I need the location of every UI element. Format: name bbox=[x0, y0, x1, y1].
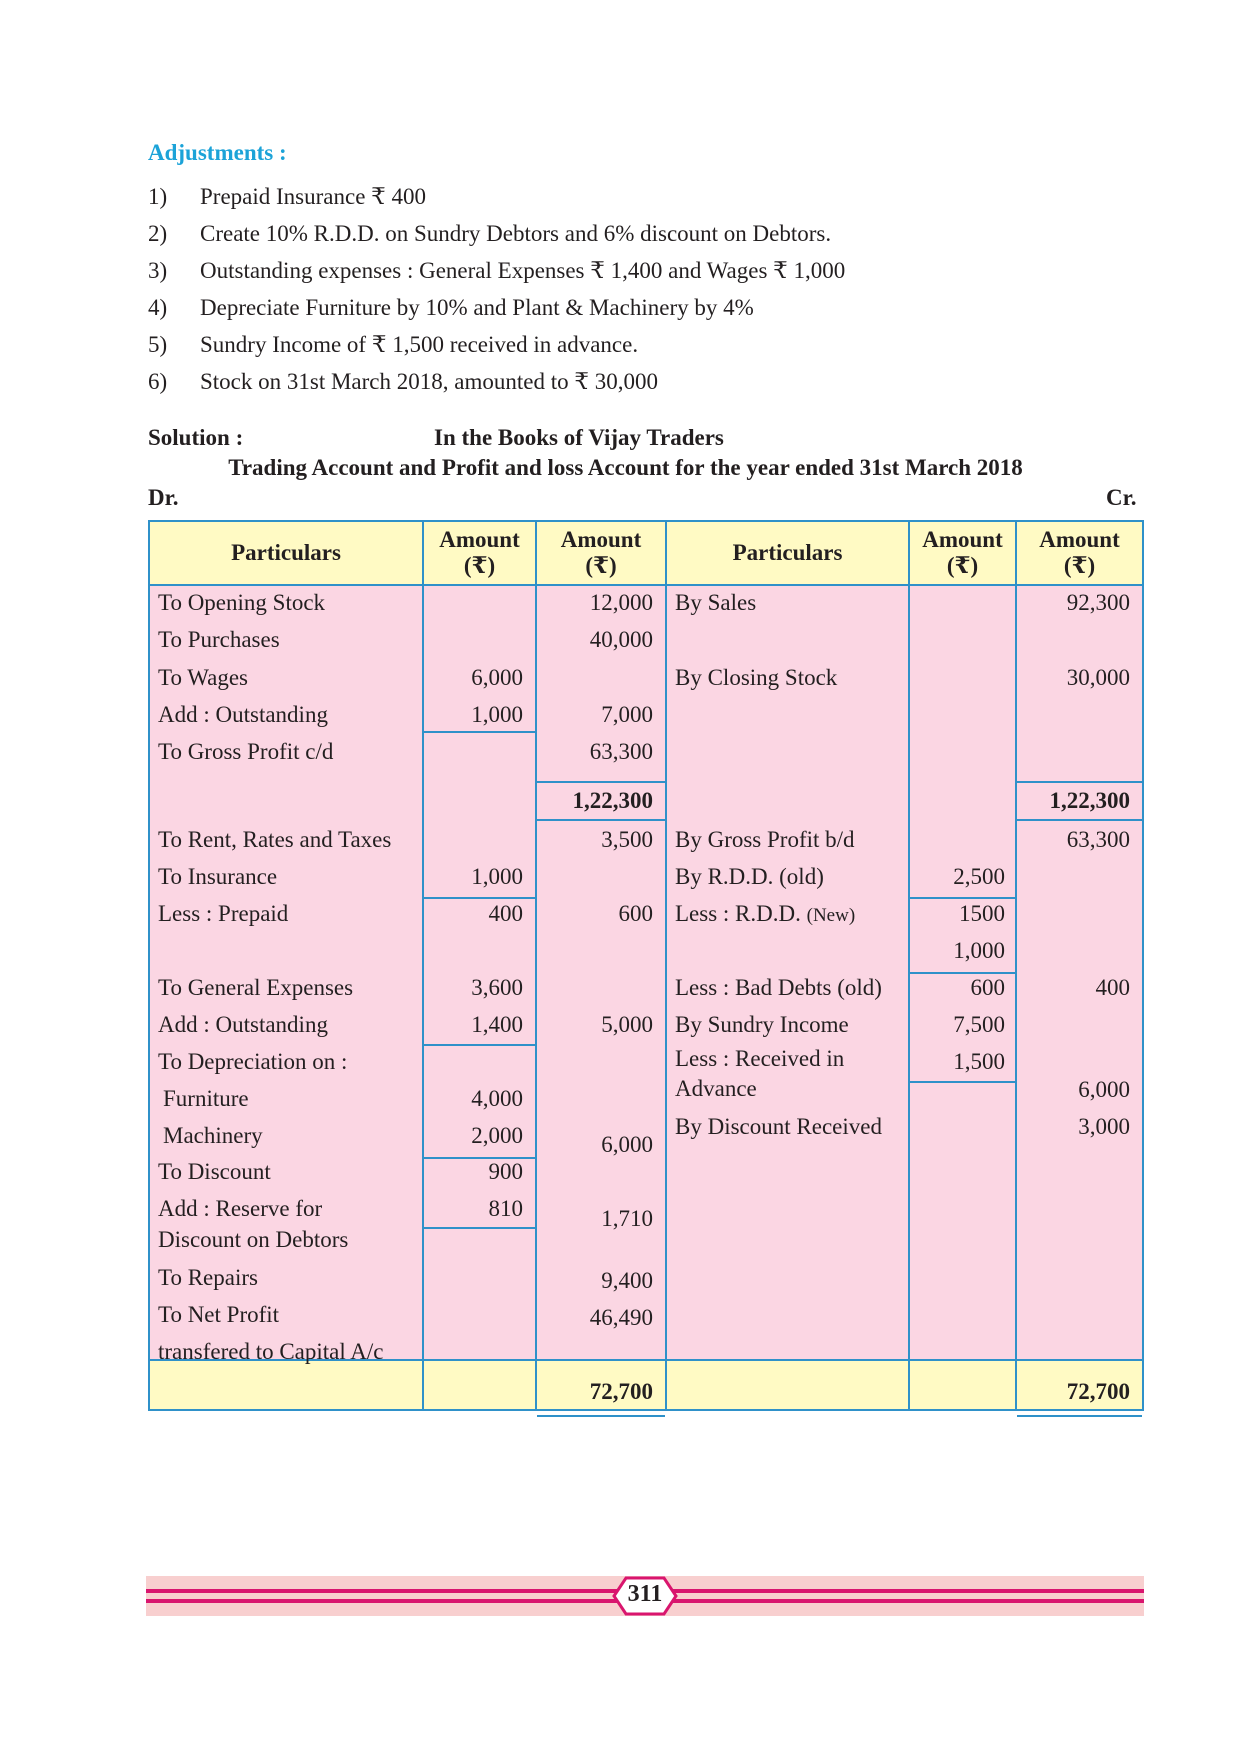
account-title: Trading Account and Profit and loss Account for the year ended 31st March 2018 bbox=[228, 455, 1023, 480]
debit-amount: 46,490 bbox=[589, 1305, 653, 1330]
debit-label: transfered to Capital A/c bbox=[158, 1339, 384, 1364]
debit-amount: 7,000 bbox=[601, 702, 653, 727]
debit-label: Less : Prepaid bbox=[158, 901, 289, 926]
debit-amount: 9,400 bbox=[601, 1268, 653, 1293]
credit-inner-amount: 1,500 bbox=[953, 1049, 1005, 1074]
solution-label: Solution : bbox=[148, 425, 244, 450]
header-rupee-label: (₹) bbox=[585, 553, 617, 578]
debit-label: Machinery bbox=[163, 1123, 263, 1148]
header-amount-label: Amount bbox=[922, 527, 1003, 552]
credit-inner-amount: 2,500 bbox=[953, 864, 1005, 889]
debit-label: Add : Reserve for bbox=[158, 1196, 323, 1221]
debit-amount: 6,000 bbox=[601, 1132, 653, 1157]
list-item bbox=[148, 363, 1048, 400]
debit-amount: 63,300 bbox=[589, 739, 653, 764]
debit-label: Add : Outstanding bbox=[158, 1012, 328, 1037]
subtotal-rule bbox=[424, 1044, 535, 1046]
item-text: Sundry Income of ₹ 1,500 received in advance. bbox=[200, 332, 639, 357]
ledger-table bbox=[148, 520, 1144, 1411]
item-text: Outstanding expenses : General Expenses ₹ 1,400 and Wages ₹ 1,000 bbox=[200, 258, 846, 283]
item-text: Depreciate Furniture by 10% and Plant & Machinery by 4% bbox=[200, 295, 754, 320]
header-amount-label: Amount bbox=[439, 527, 520, 552]
subtotal-rule bbox=[910, 1081, 1015, 1083]
header-amount-dr bbox=[537, 522, 665, 584]
subtotal-rule bbox=[424, 731, 535, 733]
credit-inner-amount: 600 bbox=[970, 975, 1005, 1000]
debit-label: Dr. bbox=[148, 485, 179, 510]
pl-total-cr: 72,700 bbox=[1066, 1379, 1130, 1404]
credit-label bbox=[675, 899, 855, 931]
book-title: In the Books of Vijay Traders bbox=[434, 425, 724, 450]
item-text: Stock on 31st March 2018, amounted to ₹ 30,000 bbox=[200, 369, 658, 394]
credit-label: Less : Bad Debts (old) bbox=[675, 975, 882, 1000]
list-item bbox=[148, 215, 1048, 252]
credit-label: By Closing Stock bbox=[675, 665, 838, 690]
credit-amount: 400 bbox=[1095, 975, 1130, 1000]
debit-label: To Discount bbox=[158, 1159, 271, 1184]
debit-amount: 40,000 bbox=[589, 627, 653, 652]
debit-label: To Opening Stock bbox=[158, 590, 326, 615]
credit-label: By Sales bbox=[675, 590, 757, 615]
total-rule bbox=[537, 1415, 665, 1417]
debit-amount: 5,000 bbox=[601, 1012, 653, 1037]
debit-inner-amount: 810 bbox=[488, 1196, 523, 1221]
item-number: 2) bbox=[148, 221, 168, 246]
debit-amount: 600 bbox=[618, 901, 653, 926]
credit-amount: 30,000 bbox=[1066, 665, 1130, 690]
debit-label: Discount on Debtors bbox=[158, 1227, 349, 1252]
debit-amount: 12,000 bbox=[589, 590, 653, 615]
list-item bbox=[148, 178, 1048, 215]
header-amount-cr-inner bbox=[910, 522, 1015, 584]
list-item bbox=[148, 289, 1048, 326]
debit-inner-amount: 1,000 bbox=[471, 864, 523, 889]
debit-amount: 3,500 bbox=[601, 827, 653, 852]
adjustments-list bbox=[148, 178, 1048, 400]
header-amount-label: Amount bbox=[1039, 527, 1120, 552]
page-number: 311 bbox=[627, 1581, 663, 1607]
column-divider bbox=[665, 522, 667, 1409]
credit-inner-amount: 1,000 bbox=[953, 938, 1005, 963]
total-rule bbox=[1017, 819, 1142, 821]
debit-inner-amount: 900 bbox=[488, 1159, 523, 1184]
credit-label: Advance bbox=[675, 1076, 757, 1101]
debit-label: To General Expenses bbox=[158, 975, 354, 1000]
trading-total-cr: 1,22,300 bbox=[1049, 788, 1130, 813]
item-text: Create 10% R.D.D. on Sundry Debtors and 6% discount on Debtors. bbox=[200, 221, 832, 246]
header-amount-dr-inner bbox=[424, 522, 535, 584]
credit-label: By R.D.D. (old) bbox=[675, 864, 824, 889]
credit-inner-amount: 7,500 bbox=[953, 1012, 1005, 1037]
debit-label: To Depreciation on : bbox=[158, 1049, 348, 1074]
adjustments-heading: Adjustments : bbox=[148, 140, 287, 165]
credit-amount: 92,300 bbox=[1066, 590, 1130, 615]
item-number: 6) bbox=[148, 369, 168, 394]
credit-amount: 63,300 bbox=[1066, 827, 1130, 852]
debit-label: To Rent, Rates and Taxes bbox=[158, 827, 392, 852]
item-number: 4) bbox=[148, 295, 168, 320]
subtotal-rule bbox=[424, 1227, 535, 1229]
debit-inner-amount: 4,000 bbox=[471, 1086, 523, 1111]
debit-label: To Wages bbox=[158, 665, 249, 690]
debit-label: To Repairs bbox=[158, 1265, 258, 1290]
credit-inner-amount: 1500 bbox=[959, 901, 1005, 926]
debit-label: Add : Outstanding bbox=[158, 702, 328, 727]
header-amount-label: Amount bbox=[560, 527, 642, 552]
item-number: 3) bbox=[148, 258, 168, 283]
header-amount-cr bbox=[1017, 522, 1142, 584]
header-rupee-label: (₹) bbox=[1063, 553, 1096, 578]
credit-amount: 6,000 bbox=[1078, 1077, 1130, 1102]
total-rule bbox=[537, 781, 665, 783]
debit-label: To Gross Profit c/d bbox=[158, 739, 334, 764]
credit-label: Less : Received in bbox=[675, 1046, 845, 1071]
total-rule bbox=[537, 819, 665, 821]
credit-label: By Gross Profit b/d bbox=[675, 827, 855, 852]
header-particulars-cr: Particulars bbox=[732, 540, 843, 565]
credit-label-text: Less : R.D.D. bbox=[675, 901, 801, 926]
credit-label: By Sundry Income bbox=[675, 1012, 849, 1037]
debit-inner-amount: 1,000 bbox=[471, 702, 523, 727]
debit-inner-amount: 1,400 bbox=[471, 1012, 523, 1037]
debit-amount: 1,710 bbox=[601, 1206, 653, 1231]
debit-label: Furniture bbox=[163, 1086, 249, 1111]
trading-total-dr: 1,22,300 bbox=[572, 788, 653, 813]
debit-inner-amount: 400 bbox=[488, 901, 523, 926]
column-divider bbox=[1015, 522, 1017, 1409]
list-item bbox=[148, 252, 1048, 289]
item-number: 1) bbox=[148, 184, 168, 209]
total-rule bbox=[1017, 781, 1142, 783]
header-rupee-label: (₹) bbox=[946, 553, 979, 578]
credit-label: By Discount Received bbox=[675, 1114, 882, 1139]
debit-label: To Insurance bbox=[158, 864, 278, 889]
debit-label: To Net Profit bbox=[158, 1302, 280, 1327]
total-rule bbox=[1017, 1415, 1142, 1417]
debit-inner-amount: 6,000 bbox=[471, 665, 523, 690]
header-rupee-label: (₹) bbox=[463, 553, 496, 578]
credit-label: Cr. bbox=[1106, 485, 1137, 510]
debit-label: To Purchases bbox=[158, 627, 280, 652]
credit-label-note: (New) bbox=[806, 905, 856, 926]
list-item bbox=[148, 326, 1048, 363]
header-particulars-dr: Particulars bbox=[231, 540, 341, 565]
pl-total-dr: 72,700 bbox=[589, 1379, 653, 1404]
credit-amount: 3,000 bbox=[1078, 1114, 1130, 1139]
debit-inner-amount: 3,600 bbox=[471, 975, 523, 1000]
item-text: Prepaid Insurance ₹ 400 bbox=[200, 184, 427, 209]
item-number: 5) bbox=[148, 332, 168, 357]
column-divider bbox=[422, 522, 424, 1409]
debit-inner-amount: 2,000 bbox=[471, 1123, 523, 1148]
